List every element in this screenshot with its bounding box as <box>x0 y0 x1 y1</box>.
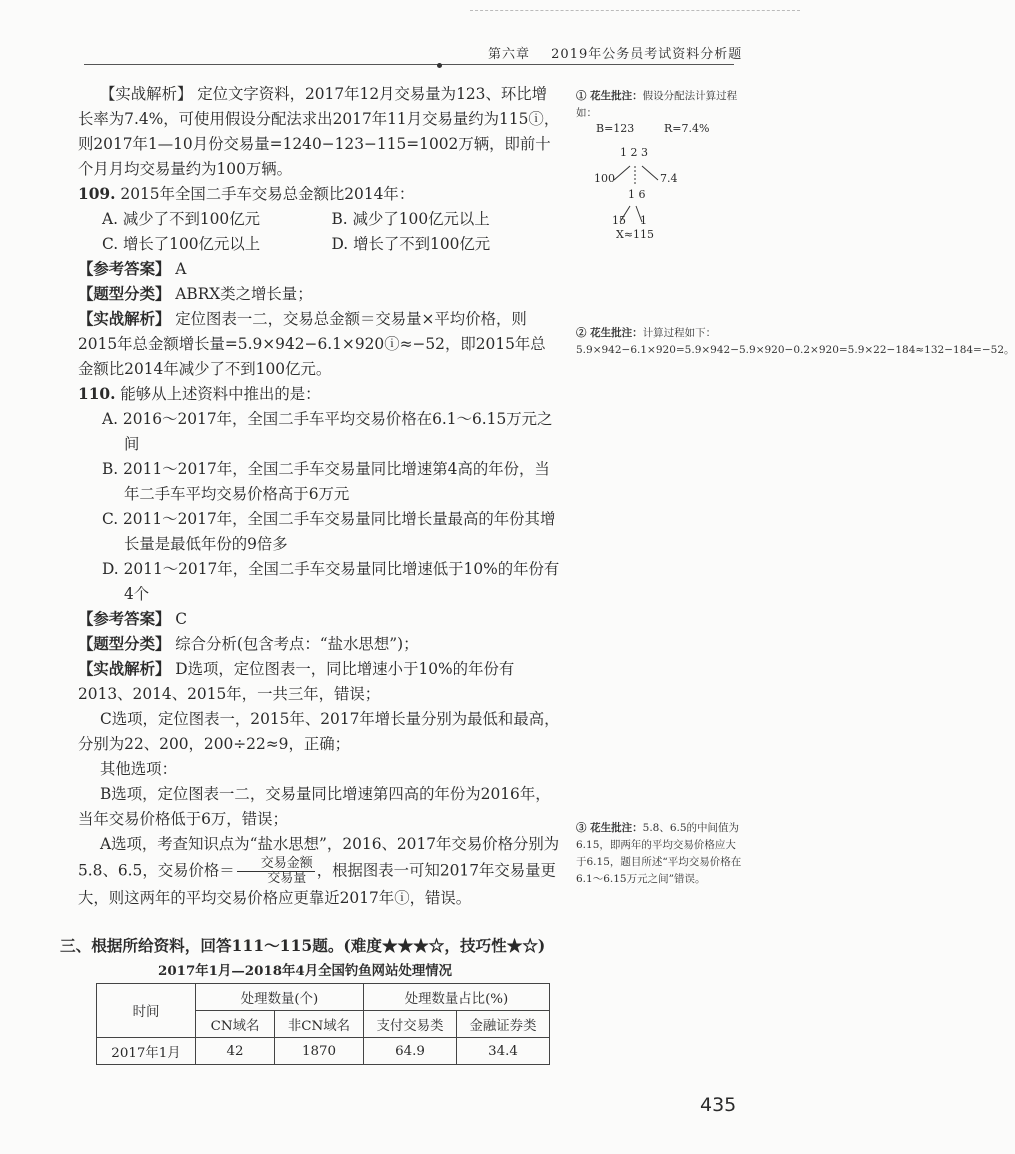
analysis-line <box>78 657 561 707</box>
cell-cn: 42 <box>196 1038 275 1065</box>
sidenote-1 <box>576 88 746 122</box>
cell-non-cn: 1870 <box>275 1038 364 1065</box>
header-finance: 金融证券类 <box>457 1011 550 1038</box>
question-110 <box>78 382 561 407</box>
option-c: C. 2011～2017年，全国二手车交易量同比增长量最高的年份其增长量是最低年份的9倍多 <box>102 510 556 553</box>
top-rule <box>470 10 800 11</box>
allocation-tree <box>590 122 730 242</box>
type-tag: 【题型分类】 <box>78 285 171 303</box>
book-title: 2019年公务员考试资料分析题 <box>551 47 743 62</box>
header-group-count: 处理数量(个) <box>196 984 364 1011</box>
sidenote-text: 假设分配法计算过程如： <box>576 90 738 119</box>
analysis-a <box>78 832 561 911</box>
type-line <box>78 282 561 307</box>
answer-tag: 【参考答案】 <box>78 260 171 278</box>
section-heading: 三、根据所给资料，回答111～115题。(难度★★★☆，技巧性★☆) <box>60 936 546 955</box>
header-payment: 支付交易类 <box>364 1011 457 1038</box>
option-b: B. 2011～2017年，全国二手车交易量同比增速第4高的年份，当年二手车平均交易价格高于6万元 <box>102 460 550 503</box>
header-time: 时间 <box>97 984 196 1038</box>
header-non-cn: 非CN域名 <box>275 1011 364 1038</box>
analysis-a-part1: A选项，考查知识点为“盐水思想”，2016、2017年交易价格分别为5.8、6.5，交易价格＝ <box>78 835 560 880</box>
option-a: A. 2016～2017年，全国二手车平均交易价格在6.1～6.15万元之间 <box>102 410 553 453</box>
sidenote-3 <box>576 820 746 888</box>
options-row <box>78 207 561 232</box>
question-number: 110. <box>78 385 116 403</box>
type-value: 综合分析(包含考点：“盐水思想”)； <box>175 635 419 653</box>
analysis-line <box>78 307 561 382</box>
cell-payment: 64.9 <box>364 1038 457 1065</box>
type-tag: 【题型分类】 <box>78 635 171 653</box>
answer-line <box>78 607 561 632</box>
question-number: 109. <box>78 185 116 203</box>
analysis-c: C选项，定位图表一，2015年、2017年增长量分别为最低和最高，分别为22、200，200÷22≈9，正确； <box>78 710 560 753</box>
other-options: 其他选项： <box>100 760 177 778</box>
type-value: ABRX类之增长量； <box>175 285 313 303</box>
tree-left: 100 <box>594 172 615 185</box>
price-fraction <box>237 857 315 886</box>
header-cn: CN域名 <box>196 1011 275 1038</box>
type-line <box>78 632 561 657</box>
analysis-tag: 【实战解析】 <box>78 660 171 678</box>
answer-line <box>78 257 561 282</box>
analysis-d: D选项，定位图表一，同比增速小于10%的年份有2013、2014、2015年，一共三年，错误； <box>78 660 515 703</box>
sidenote-lead: ② 花生批注： <box>576 327 643 339</box>
analysis-text: 定位图表一二，交易总金额＝交易量×平均价格，则2015年总金额增长量=5.9×942−6.1×920ⓘ≈−52，即2015年总金额比2014年减少了不到100亿元。 <box>78 310 546 378</box>
option-a: A. 减少了不到100亿元 <box>102 210 261 228</box>
header-rule <box>84 64 734 65</box>
question-stem: 2015年全国二手车交易总金额比2014年： <box>120 185 415 203</box>
tree-x: X≈115 <box>616 228 655 241</box>
fraction-numerator: 交易金额 <box>237 857 315 872</box>
options-row <box>78 232 561 257</box>
analysis-108: 【实战解析】 定位文字资料，2017年12月交易量为123、环比增长率为7.4%，可使用假设分配法求出2017年11月交易量约为115ⓘ，则2017年1—10月份交易量=1240−123−115=1002万辆，即前十个月月均交易量约为100万辆。 <box>78 85 560 178</box>
analysis-a-part2: ，根据图表一可知2017年交易量更大，则这两年的平均交易价格应更靠近2017年ⓘ，错误。 <box>78 861 556 907</box>
header-dot <box>437 63 442 68</box>
sidenote-lead: ① 花生批注： <box>576 90 643 102</box>
analysis-b: B选项，定位图表一二，交易量同比增速第四高的年份为2016年，当年交易价格低于6万，错误； <box>78 785 551 828</box>
tree-br: 1 <box>640 214 647 227</box>
data-table <box>96 983 550 1065</box>
sidenote-text: 5.8、6.5的中间值为6.15，即两年的平均交易价格应大于6.15，题目所述“平均交易价格在6.1～6.15万元之间”错误。 <box>576 822 742 885</box>
fraction-denominator: 交易量 <box>267 871 307 886</box>
tree-bl: 15 <box>612 214 626 227</box>
tree-mid: 1 6 <box>628 188 646 201</box>
answer-tag: 【参考答案】 <box>78 610 171 628</box>
option-c: C. 增长了100亿元以上 <box>102 235 261 253</box>
tree-right: 7.4 <box>660 172 678 185</box>
sidenote-text: 计算过程如下：5.9×942−6.1×920=5.9×942−5.9×920−0.2×920=5.9×22−184≈132−184=−52。 <box>576 327 1015 356</box>
question-stem: 能够从上述资料中推出的是： <box>120 385 321 403</box>
tree-r: R=7.4% <box>664 122 710 135</box>
main-column <box>78 82 561 911</box>
option-d: D. 增长了不到100亿元 <box>331 235 491 253</box>
option-d: D. 2011～2017年，全国二手车交易量同比增速低于10%的年份有4个 <box>102 560 560 603</box>
answer-value: A <box>175 260 187 278</box>
table-title: 2017年1月—2018年4月全国钓鱼网站处理情况 <box>158 963 453 979</box>
analysis-tag: 【实战解析】 <box>78 310 171 328</box>
page-number: 435 <box>700 1094 737 1116</box>
chapter-label: 第六章 <box>488 47 531 62</box>
sidenote-lead: ③ 花生批注： <box>576 822 643 834</box>
sidenote-2 <box>576 325 1015 359</box>
tree-b: B=123 <box>596 122 635 135</box>
page-header <box>484 43 742 62</box>
cell-finance: 34.4 <box>457 1038 550 1065</box>
header-group-share: 处理数量占比(%) <box>364 984 550 1011</box>
option-b: B. 减少了100亿元以上 <box>331 210 490 228</box>
tree-top: 1 2 3 <box>620 146 648 159</box>
cell-time: 2017年1月 <box>97 1038 196 1065</box>
answer-value: C <box>175 610 188 628</box>
table-row <box>97 1038 550 1065</box>
question-109 <box>78 182 561 207</box>
